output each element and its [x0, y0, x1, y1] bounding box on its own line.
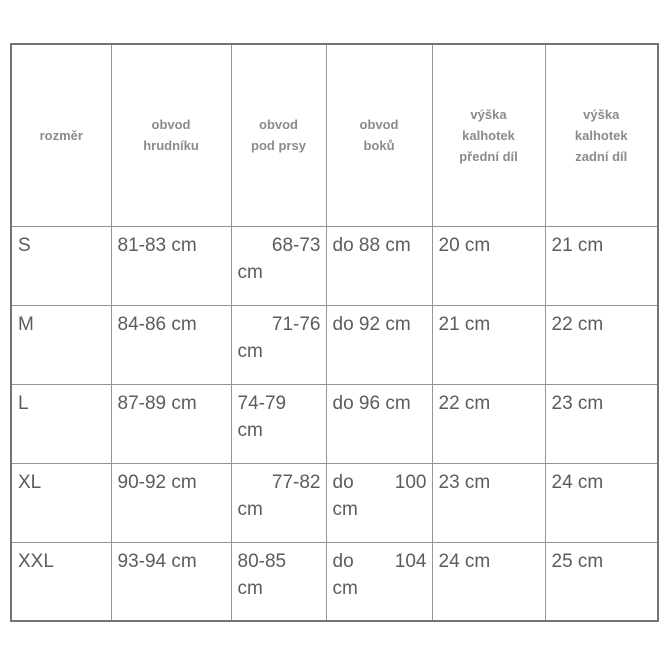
- front-height-cell: 22 cm: [432, 384, 545, 463]
- back-height-cell: 22 cm: [545, 305, 658, 384]
- chest-cell: 93-94 cm: [111, 542, 231, 621]
- hips-word-value: 104: [394, 550, 427, 572]
- underbust-cell: [231, 542, 326, 621]
- hips-line1: do 88 cm: [332, 234, 411, 256]
- hips-line2: cm: [332, 498, 358, 520]
- hips-cell: [326, 226, 432, 305]
- table-row: [11, 542, 658, 621]
- underbust-cell: [231, 305, 326, 384]
- header-row: [11, 44, 658, 226]
- header-front-height-line1: výška: [470, 106, 507, 122]
- header-front-height: [432, 44, 545, 226]
- header-chest: [111, 44, 231, 226]
- size-cell: M: [11, 305, 111, 384]
- underbust-line2: cm: [237, 577, 263, 599]
- underbust-cell: [231, 384, 326, 463]
- table-row: [11, 463, 658, 542]
- header-chest-line1: obvod: [151, 117, 191, 133]
- underbust-line1: 80-85: [237, 550, 287, 572]
- header-back-height: [545, 44, 658, 226]
- hips-line1: do 96 cm: [332, 392, 411, 414]
- header-back-height-line3: zadní díl: [575, 148, 628, 164]
- front-height-cell: 24 cm: [432, 542, 545, 621]
- hips-cell: [326, 305, 432, 384]
- size-cell: XL: [11, 463, 111, 542]
- front-height-cell: 20 cm: [432, 226, 545, 305]
- back-height-cell: 24 cm: [545, 463, 658, 542]
- header-front-height-line2: kalhotek: [462, 127, 515, 143]
- header-underbust: [231, 44, 326, 226]
- front-height-cell: 21 cm: [432, 305, 545, 384]
- back-height-cell: 21 cm: [545, 226, 658, 305]
- underbust-line1: 74-79: [237, 392, 287, 414]
- header-hips-line2: boků: [363, 138, 395, 154]
- hips-cell: [326, 463, 432, 542]
- size-chart-table: [10, 43, 659, 622]
- back-height-cell: 23 cm: [545, 384, 658, 463]
- hips-word-value: 100: [394, 471, 427, 493]
- hips-word-do: do: [332, 471, 354, 493]
- underbust-line2: cm: [237, 498, 263, 520]
- chest-cell: 84-86 cm: [111, 305, 231, 384]
- size-cell: L: [11, 384, 111, 463]
- hips-line1: [333, 548, 427, 575]
- header-underbust-line1: obvod: [259, 117, 298, 133]
- header-back-height-line2: kalhotek: [574, 127, 628, 143]
- hips-cell: [326, 542, 432, 621]
- header-hips: [326, 44, 432, 226]
- hips-line1: do 92 cm: [332, 313, 411, 335]
- table-row: [11, 226, 658, 305]
- chest-cell: 87-89 cm: [111, 384, 231, 463]
- back-height-cell: 25 cm: [545, 542, 658, 621]
- hips-cell: [326, 384, 432, 463]
- hips-line1: [333, 469, 427, 496]
- underbust-line1: 71-76: [271, 313, 321, 335]
- header-back-height-line1: výška: [583, 106, 620, 122]
- header-hips-line1: obvod: [359, 117, 399, 133]
- chest-cell: 81-83 cm: [111, 226, 231, 305]
- hips-word-do: do: [332, 550, 354, 572]
- size-cell: XXL: [11, 542, 111, 621]
- header-chest-line2: hrudníku: [143, 138, 199, 154]
- chest-cell: 90-92 cm: [111, 463, 231, 542]
- header-size: [11, 44, 111, 226]
- underbust-line1: 68-73: [271, 234, 321, 256]
- front-height-cell: 23 cm: [432, 463, 545, 542]
- hips-line2: cm: [332, 577, 358, 599]
- size-cell: S: [11, 226, 111, 305]
- underbust-cell: [231, 226, 326, 305]
- underbust-line2: cm: [237, 340, 263, 362]
- underbust-cell: [231, 463, 326, 542]
- header-underbust-line2: pod prsy: [251, 138, 306, 154]
- header-front-height-line3: přední díl: [459, 148, 518, 164]
- underbust-line1: 77-82: [271, 471, 321, 493]
- table-row: [11, 384, 658, 463]
- header-size-label: rozměr: [39, 127, 83, 143]
- table-row: [11, 305, 658, 384]
- underbust-line2: cm: [237, 419, 263, 441]
- underbust-line2: cm: [237, 261, 263, 283]
